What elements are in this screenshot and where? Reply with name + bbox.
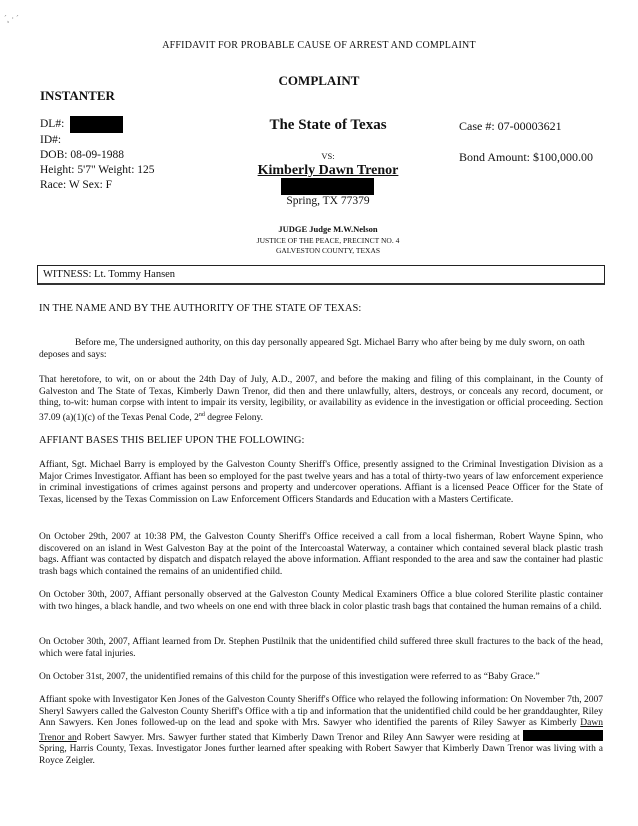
witness-text: WITNESS: Lt. Tommy Hansen <box>43 269 176 280</box>
investigation-text-c: Spring, Harris County, Texas. Investigator Jones further learned after speaking with Robert Sawyer that Kimberly Dawn Trenor was living with a Royce Zeigler. <box>39 744 603 766</box>
id-label: ID#: <box>40 134 62 146</box>
autopsy-text: On October 30th, 2007, Affiant learned from Dr. Stephen Pustilnik that the unidentified child suffered three skull fractures to the back of the head, which were fatal injuries. <box>39 637 603 659</box>
case-number: Case #: 07-00003621 <box>459 119 562 133</box>
court-name: JUSTICE OF THE PEACE, PRECINCT NO. 4 <box>256 236 400 245</box>
authority-heading: IN THE NAME AND BY THE AUTHORITY OF THE STATE OF TEXAS: <box>39 303 362 314</box>
before-me-paragraph <box>39 338 603 361</box>
investigation-underlined: Dawn Trenor an <box>39 718 603 743</box>
baby-grace-paragraph <box>39 672 603 684</box>
charge-superscript: nd <box>198 411 205 418</box>
height-weight: Height: 5'7" Weight: 125 <box>40 164 155 176</box>
affiant-paragraph <box>39 460 603 506</box>
investigation-text-b: d Robert Sawyer. Mrs. Sawyer further stated that Kimberly Dawn Trenor and Riley Ann Sawyer were residing at <box>76 732 523 743</box>
redacted-dl-number <box>70 116 123 133</box>
dob: DOB: 08-09-1988 <box>40 149 125 161</box>
examination-text: On October 30th, 2007, Affiant personally observed at the Galveston County Medical Examiners Office a blue colored Sterilite plastic container with two hinges, a black handle, and two wheels on one end with three black in color plastic trash bags that contained the human remains of a child. <box>39 590 603 612</box>
redacted-residence <box>523 730 603 741</box>
judge-name: JUDGE Judge M.W.Nelson <box>278 224 378 234</box>
witness-box <box>37 265 605 285</box>
autopsy-paragraph <box>39 637 603 660</box>
state-of-texas: The State of Texas <box>269 117 387 133</box>
defendant-city: Spring, TX 77379 <box>286 195 370 207</box>
instanter-label: INSTANTER <box>40 88 115 103</box>
charge-text: That heretofore, to wit, on or about the 24th Day of July, A.D., 2007, and before the making and filing of this complainant, in the County of Galveston and The State of Texas, Kimberly Dawn Trenor, did then and there unlawfully, alters, destroys, or conceals any record, document, or thing, to-wit: human corpse with intent to impair its versity, legibility, or availability as evidence in the investigation or official proceeding. Section 37.09 (a)(1)(c) of the Texas Penal Code, 2 <box>39 375 603 423</box>
investigation-text-a: Affiant spoke with Investigator Ken Jones of the Galveston County Sheriff's Office who relayed the following information: On November 7th, 2007 Sheryl Sawyers called the Galveston County Sheriff's Office with a tip and information that the unidentified child could be her granddaughter, Riley Ann Sawyers. Ken Jones followed-up on the lead and spoke with Mrs. Sawyer who identified the parents of Riley Sawyer as Kimberly <box>39 695 603 729</box>
discovery-text: On October 29th, 2007 at 10:38 PM, the Galveston County Sheriff's Office received a call from a local fisherman, Robert Wayne Spinn, who discovered on an island in West Galveston Bay at the point of the Intercoastal Waterway, a container which contained several black plastic trash bags. Affiant was contacted by dispatch and dispatch relayed the above information. Affiant responded to the area and saw the container had plastic trash bags which contained the remains of an unidentified child. <box>39 532 603 577</box>
charge-paragraph <box>39 375 603 425</box>
redacted-address <box>281 178 374 195</box>
discovery-paragraph <box>39 532 603 578</box>
defendant-name: Kimberly Dawn Trenor <box>257 163 399 178</box>
versus-label: VS: <box>321 151 335 161</box>
dl-label: DL#: <box>40 118 65 130</box>
court-county: GALVESTON COUNTY, TEXAS <box>275 246 381 255</box>
affiant-bases-heading: AFFIANT BASES THIS BELIEF UPON THE FOLLOWING: <box>39 435 305 446</box>
complaint-heading: COMPLAINT <box>278 73 360 88</box>
before-me-text: Before me, The undersigned authority, on this day personally appeared Sgt. Michael Barry who after being by me duly sworn, on oath deposes and says: <box>39 338 585 360</box>
baby-grace-text: On October 31st, 2007, the unidentified remains of this child for the purpose of this investigation were referred to as “Baby Grace.” <box>39 672 540 682</box>
corner-scan-mark: ´¸ · ´ <box>4 14 19 23</box>
affiant-text: Affiant, Sgt. Michael Barry is employed by the Galveston County Sheriff's Office, presently assigned to the Criminal Investigation Division as a Major Crimes Investigator. Affiant has been so employed for the past twelve years and has a total of thirty-two years of law enforcement experience in criminal investigations of crimes against persons and property and undercover operations. Affiant is a licensed Peace Officer for the State of Texas, licensed by the Texas Commission on Law Enforcement Officers Standards and Education with a Masters Certificate. <box>39 460 603 505</box>
examination-paragraph <box>39 590 603 613</box>
investigation-paragraph <box>39 695 603 768</box>
charge-degree: degree Felony. <box>204 412 264 423</box>
bond-amount: Bond Amount: $100,000.00 <box>459 150 594 164</box>
race-sex: Race: W Sex: F <box>40 179 113 191</box>
document-title: AFFIDAVIT FOR PROBABLE CAUSE OF ARREST AND COMPLAINT <box>162 40 476 51</box>
